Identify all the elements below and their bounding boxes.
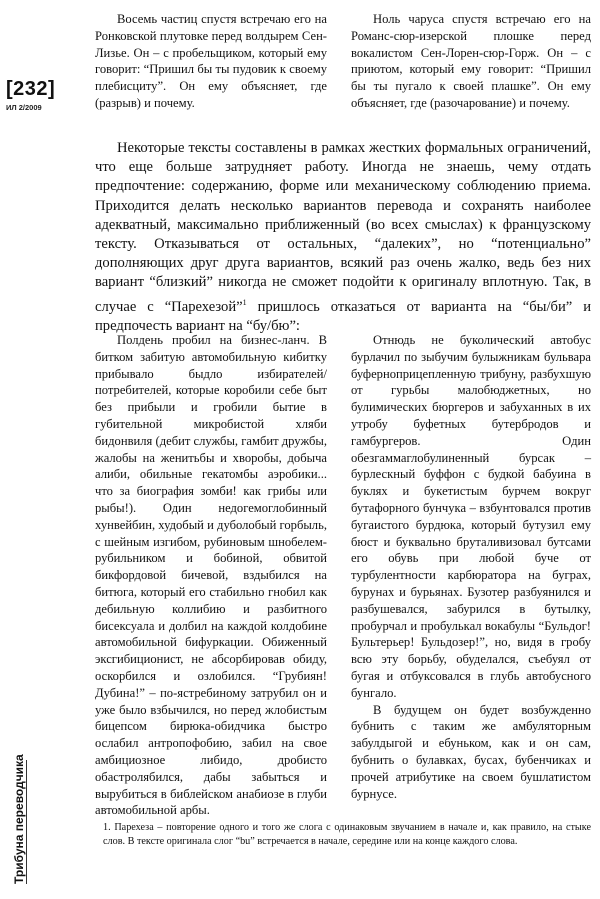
bottom-right-paragraph-2: В будущем он будет возбужденно бубнить с таким же амбуляторным забулдыгой и ебуньком, как и он сам, бубнить о булавках, бусах, бубенчиках и прочей атрибутике на своем бушлатистом бурнусе. [351,702,591,801]
main-paragraph [95,139,591,336]
footnote-mark[interactable]: 1 [242,297,247,307]
bottom-left-paragraph: Полдень пробил на бизнес-ланч. В битком забитую автомобильную кибитку прибывало быдло избирателей/потребителей, которые коробили себе быт без прибыли и гробили бытие в губительной микробистой хляби бидонвиля (дебит службы, гамбит дружбы, жалобы на женитьбы и хворобы, добыча алиби, обильные гекатомбы аэробики... что за биография зомби! как грибы или рыбы!). Один недогемоглобинный хунвейбин, худобый и дуболобый горбыль, с шейным изгибом, рубиновым шнобелем-рубильником и бобиной, обвитой бикфордовой бичевой, вздыбился на битюга, который его стабильно гнобил как дебильную коллибию и разбитного бисексуала и долбил на каждой колдобине автомобильной бифуркации. Обиженный эксгибиционист, не абсорбировав обиду, оскорбился и озлобился. “Грубиян! Дубина!” – по-ястребиному затрубил он и уже было взбычился, но перед жлобистым бицепсом бирюка-обидчика быстро ослабил антропофобию, забил на свое амбициозное либидо, дробисто обастролябился, дабы забыться и вырубиться в библейском анабиозе в глуби автомобильной арбы. [95,333,327,818]
issue-label: ИЛ 2/2009 [6,103,42,112]
side-rule-divider [26,760,27,884]
main-text-part-1: Некоторые тексты составлены в рамках жестких формальных ограничений, что еще больше затрудняет работу. Иногда не знаешь, чему отдать предпочтение: содержанию, форме или механическому соблюдению приема. Приходится делать несколько вариантов перевода и сохранять наиболее адекватный, максимально приближенный (во всех смыслах) к французскому тексту. Отказываться от остальных, “далеких”, но “потенциально” дополняющих друг друга вариантов, всякий раз очень жалко, ведь без них вариант “близкий” никогда не сможет подойти к оригиналу вплотную. Так, в случае с “Парехезой” [95,140,591,315]
main-paragraph-text [95,139,591,336]
bottom-right-paragraph-1: Отнюдь не буколический автобус бурлачил по зыбучим булыжникам бульвара буферноприцепленную трибуну, разбухшую от гурьбы малобюджетных, но булимических бюргеров и забуханных в их утробу буфетных бутербродов и гамбургеров. Один обезгаммаглобулиненный бурсак – бурлескный буффон с будкой бабуина в буклях и букетистым бурчем вокруг бутафорного бунчука – взбунтовался против бугаистого бурдюка, который бутузил ему бюст и буквально бруталивизовал бутсами его обувь при любой буче от турбулентности карбюратора на буграх, бурунах и бурьянах. Бузотер разбуянился и разбушевался, забурился в бутылку, пробурчал и пробулькал вокабулы “Бульдог! Бультерьер! Бульдозер!”, но, видя в гробу всю эту борьбу, обуделался, съебуял от бугая и отбуксовался в глубь автобусного бунгало. [351,333,591,700]
footnote [103,821,591,848]
top-left-column [95,11,327,112]
top-right-column [351,11,591,112]
top-left-paragraph: Восемь частиц спустя встречаю его на Ронковской плутовке перед волдырем Сен-Лизье. Он – с пробельщиком, который ему говорит: “Пришил бы ты пудовик к своему плебисциту”. Он ему объясняет, где (разрыв) и почему. [95,12,327,110]
section-label: Трибуна переводчика [12,754,26,884]
bottom-right-column [351,332,591,802]
bottom-left-column [95,332,327,819]
page-number: [232] [6,78,56,100]
top-right-paragraph: Ноль чаруса спустя встречаю его на Романс-сюр-изерской плошке перед вокалистом Сен-Лорен-сюр-Горж. Он – с приютом, который ему говорит: “Пришил бы ты пугало к своей плашке”. Он ему объясняет, где (разочарование) и почему. [351,12,591,110]
main-text-part-2: пришлось отказаться от варианта на “бы/би” и предпочесть вариант на “бу/бю”: [95,298,592,334]
footnote-text: 1. Парехеза – повторение одного и того же слога с одинаковым звучанием в начале и, как правило, на стыке слов. В тексте оригинала слог “bu” встречается в начале, середине или на конце каждого слова. [103,822,591,847]
